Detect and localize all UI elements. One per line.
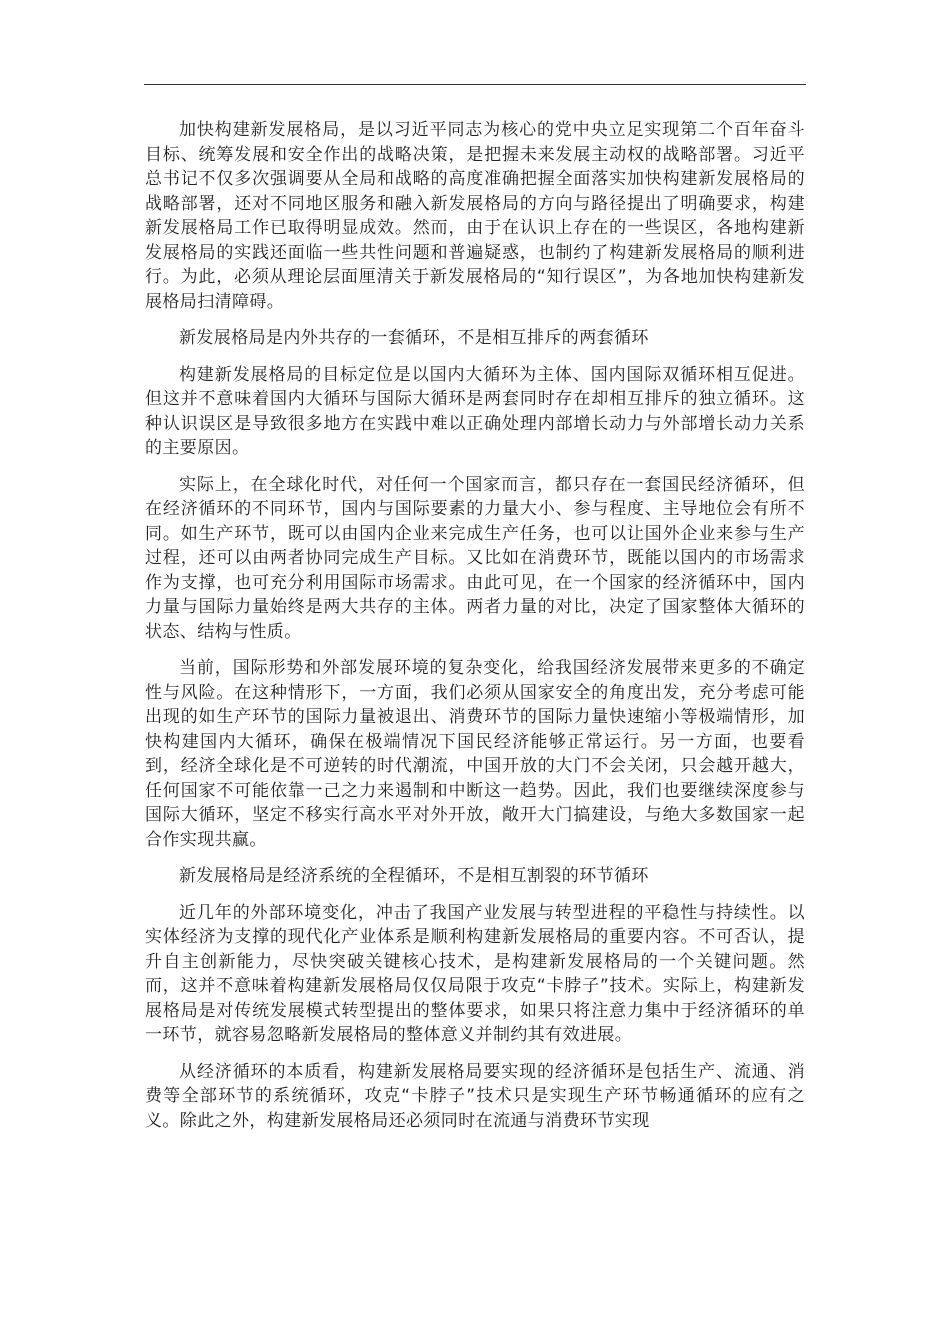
header-rule <box>144 84 806 85</box>
paragraph: 近几年的外部环境变化，冲击了我国产业发展与转型进程的平稳性与持续性。以实体经济为支撑的现代化产业体系是顺利构建新发展格局的重要内容。不可否认，提升自主创新能力，尽快突破关键核心技术，是构建新发展格局的一个关键问题。然而，这并不意味着构建新发展格局仅仅局限于攻克“卡脖子”技术。实际上，构建新发展格局是对传统发展模式转型提出的整体要求，如果只将注意力集中于经济循环的单一环节，就容易忽略新发展格局的整体意义并制约其有效进展。 <box>145 902 805 1045</box>
paragraph-intro: 加快构建新发展格局，是以习近平同志为核心的党中央立足实现第二个百年奋斗目标、统筹发展和安全作出的战略决策，是把握未来发展主动权的战略部署。习近平总书记不仅多次强调要从全局和战略的高度准确把握全面落实加快构建新发展格局的战略部署，还对不同地区服务和融入新发展格局的方向与路径提出了明确要求，构建新发展格局工作已取得明显成效。然而，由于在认识上存在的一些误区，各地构建新发展格局的实践还面临一些共性问题和普遍疑惑，也制约了构建新发展格局的顺利进行。为此，必须从理论层面厘清关于新发展格局的“知行误区”，为各地加快构建新发展格局扫清障碍。 <box>145 120 805 312</box>
document-body <box>145 118 805 1145</box>
section-heading-2: 新发展格局是经济系统的全程循环，不是相互割裂的环节循环 <box>179 866 649 886</box>
paragraph: 当前，国际形势和外部发展环境的复杂变化，给我国经济发展带来更多的不确定性与风险。在这种情形下，一方面，我们必须从国家安全的角度出发，充分考虑可能出现的如生产环节的国际力量被退出、消费环节的国际力量快速缩小等极端情形，加快构建国内大循环，确保在极端情况下国民经济能够正常运行。另一方面，也要看到，经济全球化是不可逆转的时代潮流，中国开放的大门不会关闭，只会越开越大，任何国家不可能依靠一己之力来遏制和中断这一趋势。因此，我们也要继续深度参与国际大循环，坚定不移实行高水平对外开放，敞开大门搞建设，与绝大多数国家一起合作实现共赢。 <box>145 658 805 850</box>
paragraph: 从经济循环的本质看，构建新发展格局要实现的经济循环是包括生产、流通、消费等全部环节的系统循环，攻克“卡脖子”技术只是实现生产环节畅通循环的应有之义。除此之外，构建新发展格局还必须同时在流通与消费环节实现 <box>145 1061 805 1131</box>
paragraph: 构建新发展格局的目标定位是以国内大循环为主体、国内国际双循环相互促进。但这并不意味着国内大循环与国际大循环是两套同时存在却相互排斥的独立循环。这种认识误区是导致很多地方在实践中难以正确处理内部增长动力与外部增长动力关系的主要原因。 <box>145 364 805 458</box>
paragraph: 实际上，在全球化时代，对任何一个国家而言，都只存在一套国民经济循环，但在经济循环的不同环节，国内与国际要素的力量大小、参与程度、主导地位会有所不同。如生产环节，既可以由国内企业来完成生产任务，也可以让国外企业来参与生产过程，还可以由两者协同完成生产目标。又比如在消费环节，既能以国内的市场需求作为支撑，也可充分利用国际市场需求。由此可见，在一个国家的经济循环中，国内力量与国际力量始终是两大共存的主体。两者力量的对比，决定了国家整体大循环的状态、结构与性质。 <box>145 474 805 642</box>
section-heading-1: 新发展格局是内外共存的一套循环，不是相互排斥的两套循环 <box>179 328 649 348</box>
